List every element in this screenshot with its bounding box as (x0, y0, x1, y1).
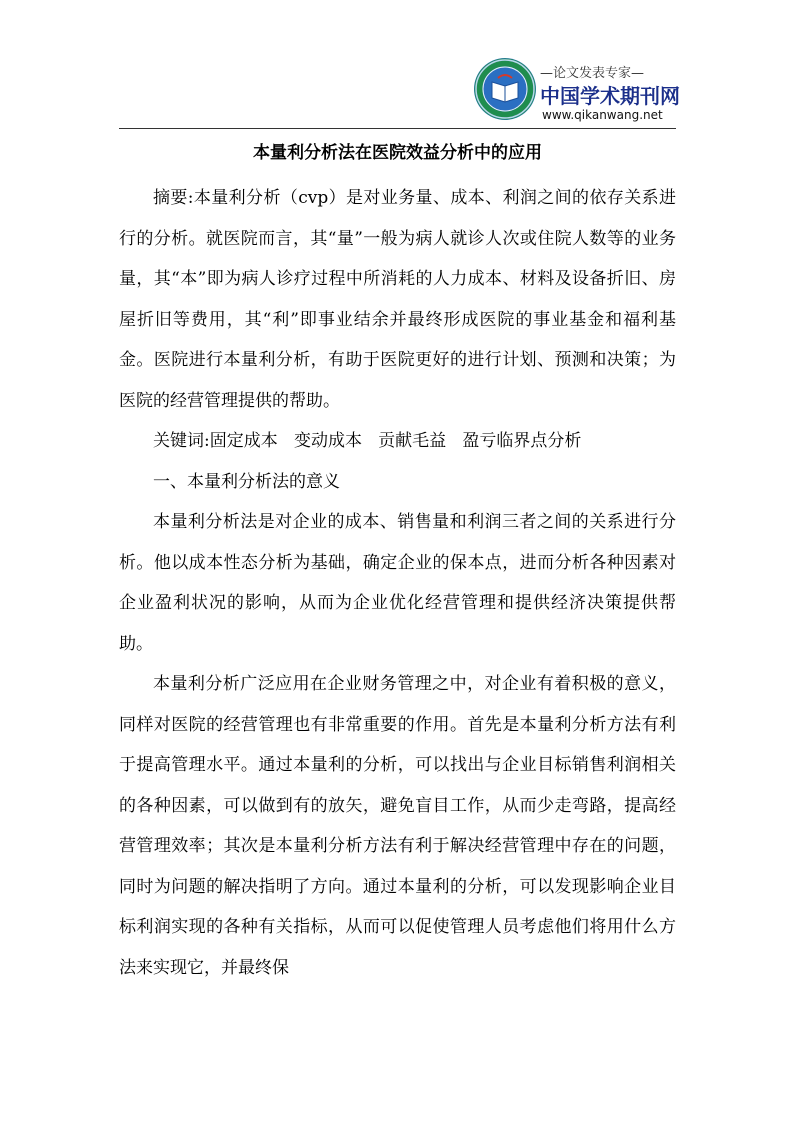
keywords-line: 关键词:固定成本 变动成本 贡献毛益 盈亏临界点分析 (153, 431, 582, 451)
document-body (119, 134, 676, 988)
site-logo (470, 52, 680, 128)
logo-url: www.qikanwang.net (542, 108, 663, 122)
abstract-paragraph: 摘要:本量利分析（cvp）是对业务量、成本、利润之间的依存关系进行的分析。就医院而言，其“量”一般为病人就诊人次或住院人数等的业务量，其“本”即为病人诊疗过程中所消耗的人力成本、材料及设备折旧、房屋折旧等费用，其“利”即事业结余并最终形成医院的事业基金和福利基金。医院进行本量利分析，有助于医院更好的进行计划、预测和决策；为医院的经营管理提供的帮助。 (119, 188, 676, 411)
seal-icon (474, 58, 536, 120)
logo-slogan: —论文发表专家— (540, 66, 645, 81)
logo-brand-name: 中国学术期刊网 (540, 84, 680, 108)
body-paragraph: 本量利分析广泛应用在企业财务管理之中，对企业有着积极的意义，同样对医院的经营管理也有非常重要的作用。首先是本量利分析方法有利于提高管理水平。通过本量利的分析，可以找出与企业目标销售利润相关的各种因素，可以做到有的放矢，避免盲目工作，从而少走弯路，提高经营管理效率；其次是本量利分析方法有利于解决经营管理中存在的问题，同时为问题的解决指明了方向。通过本量利的分析，可以发现影响企业目标利润实现的各种有关指标，从而可以促使管理人员考虑他们将用什么方法来实现它，并最终保 (119, 674, 676, 978)
body-paragraph: 本量利分析法是对企业的成本、销售量和利润三者之间的关系进行分析。他以成本性态分析为基础，确定企业的保本点，进而分析各种因素对企业盈利状况的影响，从而为企业优化经营管理和提供经济决策提供帮助。 (119, 512, 676, 654)
section-heading: 一、本量利分析法的意义 (153, 471, 340, 492)
document-title: 本量利分析法在医院效益分析中的应用 (253, 143, 542, 163)
header-divider (119, 128, 676, 129)
